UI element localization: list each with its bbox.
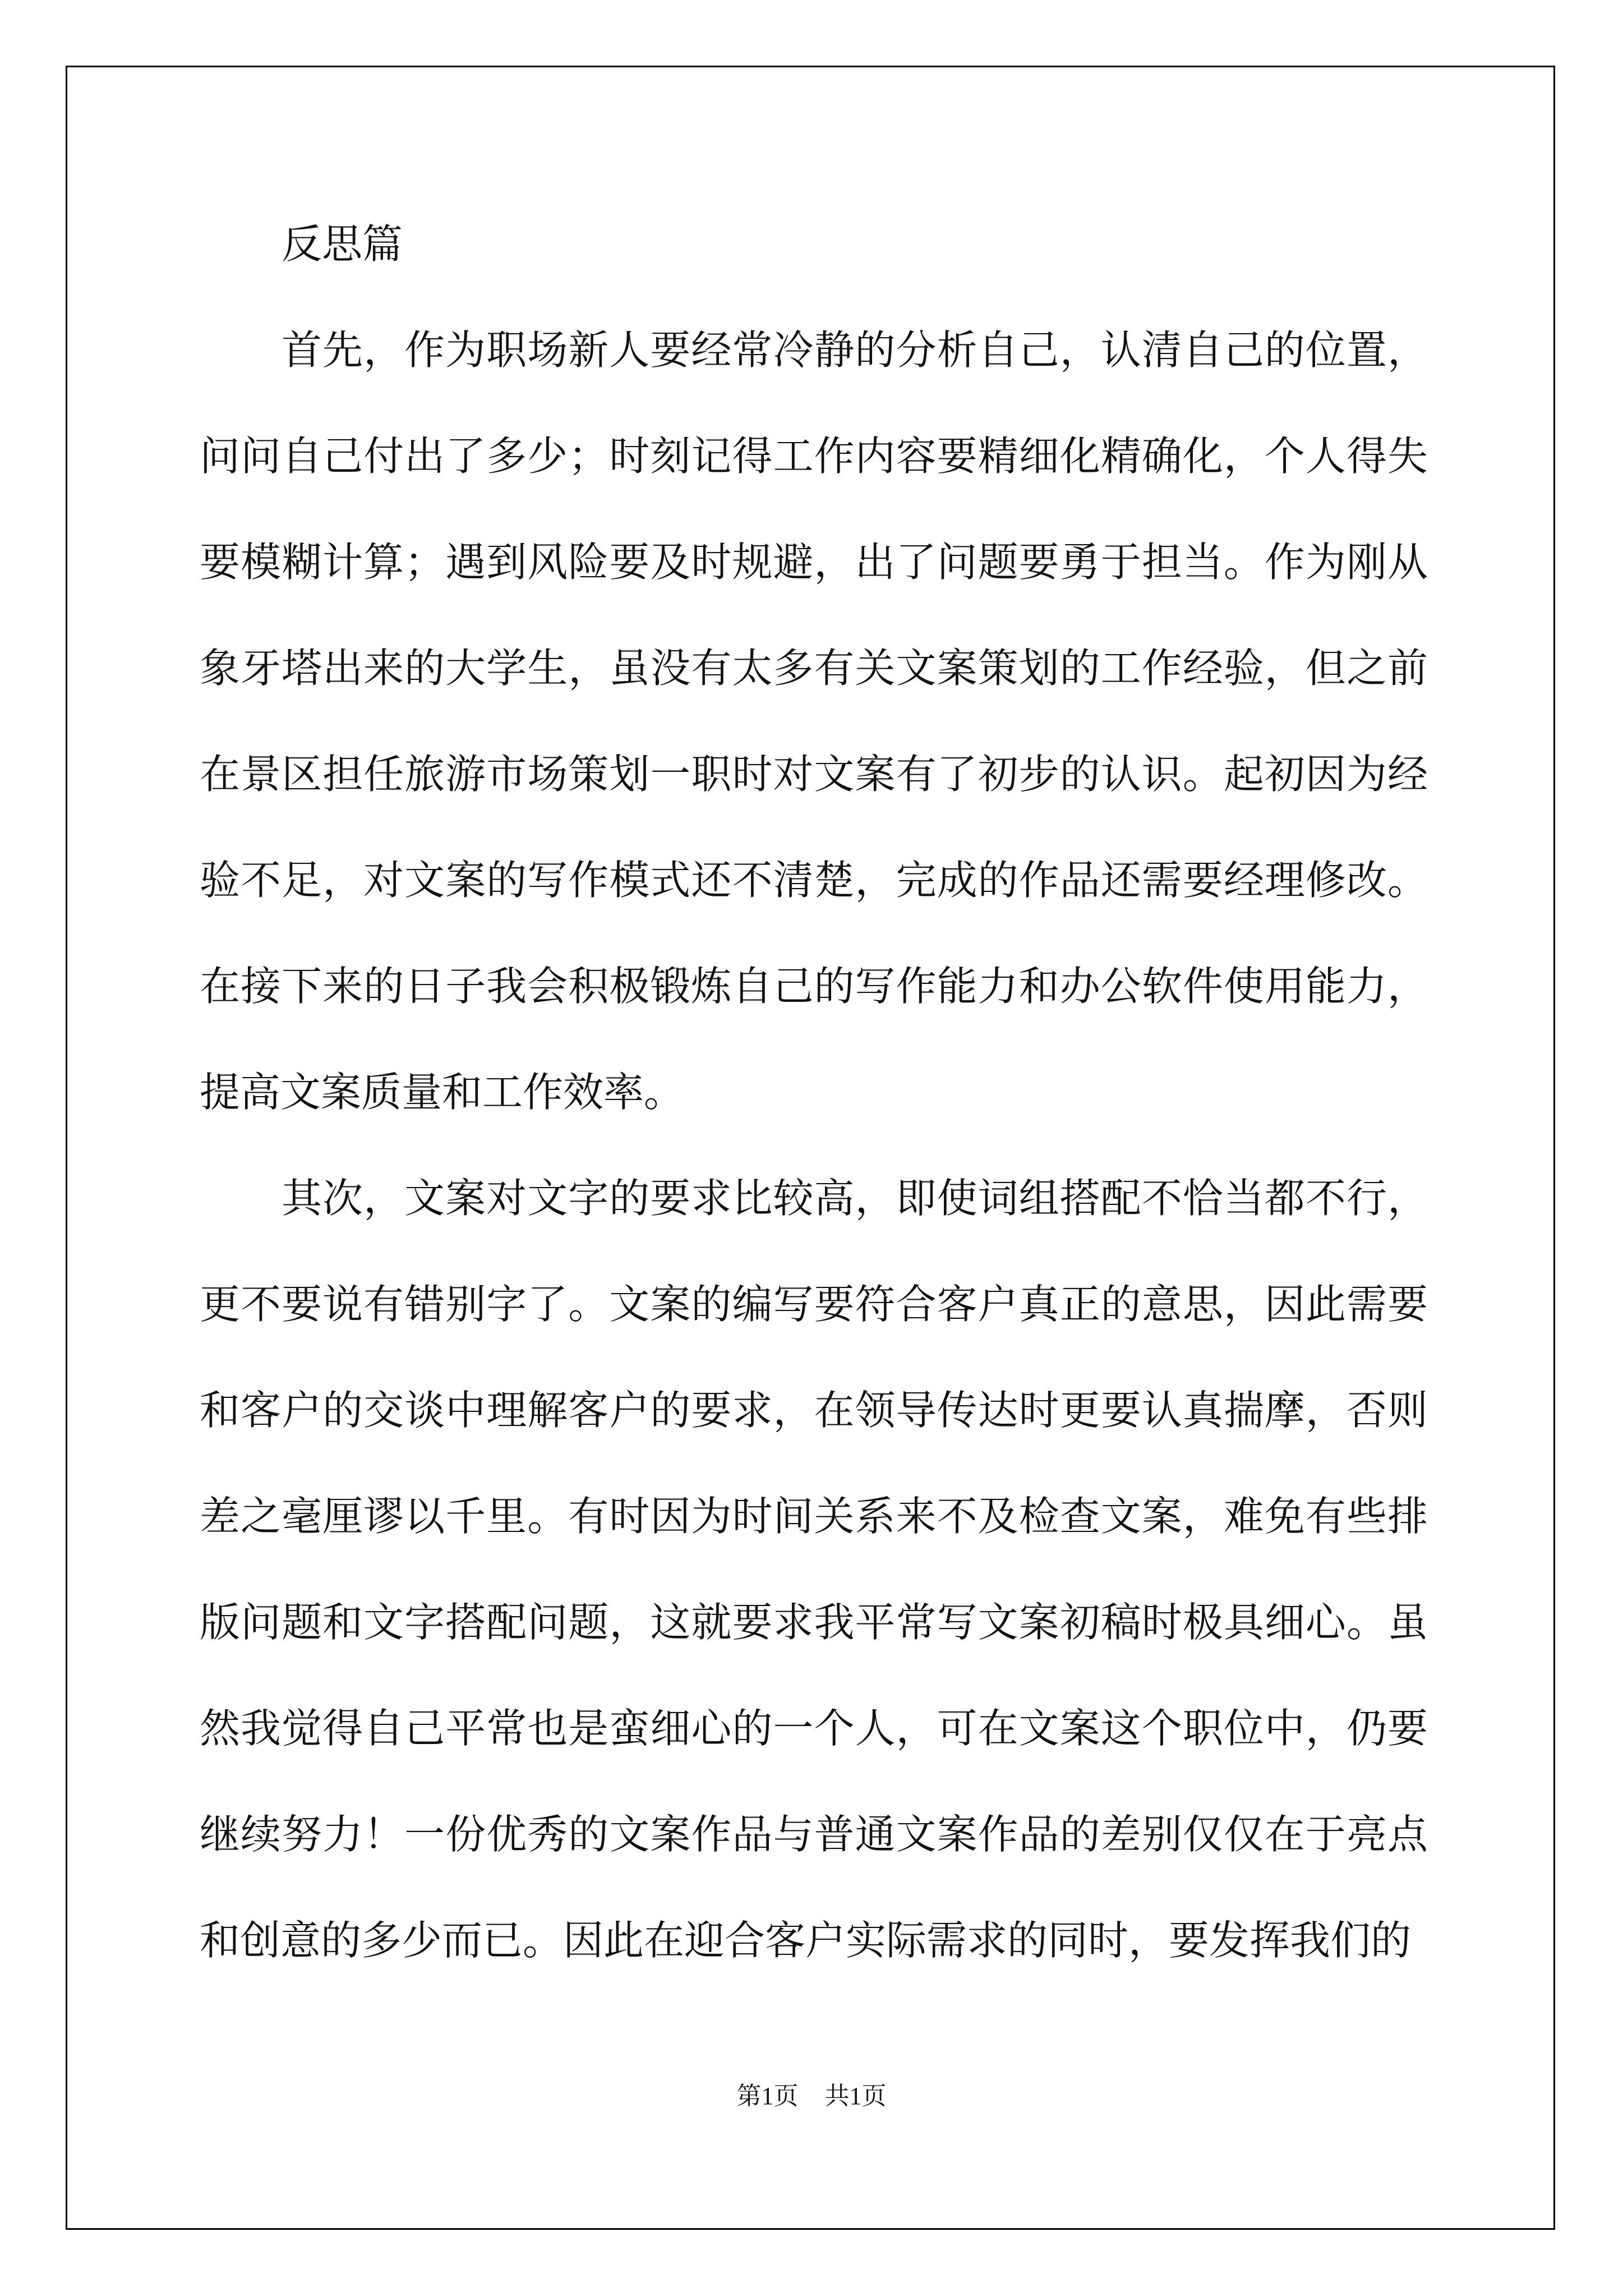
paragraph-1: 首先，作为职场新人要经常冷静的分析自己，认清自己的位置，问问自己付出了多少；时刻记得工作内容要精细化精确化，个人得失要模糊计算；遇到风险要及时规避，出了问题要勇于担当。作为刚从象牙塔出来的大学生，虽没有太多有关文案策划的工作经验，但之前在景区担任旅游市场策划一职时对文案有了初步的认识。起初因为经验不足，对文案的写作模式还不清楚，完成的作品还需要经理修改。在接下来的日子我会积极锻炼自己的写作能力和办公软件使用能力，提高文案质量和工作效率。 — [200, 326, 1428, 1116]
page-total: 共1页 — [824, 2082, 887, 2110]
page-footer — [0, 2076, 1623, 2111]
document-heading: 反思篇 — [282, 220, 403, 268]
page-number: 第1页 — [736, 2082, 799, 2110]
document-body — [200, 297, 1428, 1994]
paragraph-2: 其次，文案对文字的要求比较高，即使词组搭配不恰当都不行，更不要说有错别字了。文案的编写要符合客户真正的意思，因此需要和客户的交谈中理解客户的要求，在领导传达时更要认真揣摩，否则差之毫厘谬以千里。有时因为时间关系来不及检查文案，难免有些排版问题和文字搭配问题，这就要求我平常写文案初稿时极具细心。虽然我觉得自己平常也是蛮细心的一个人，可在文案这个职位中，仍要继续努力！一份优秀的文案作品与普通文案作品的差别仅仅在于亮点和创意的多少而已。因此在迎合客户实际需求的同时，要发挥我们的 — [200, 1175, 1428, 1964]
